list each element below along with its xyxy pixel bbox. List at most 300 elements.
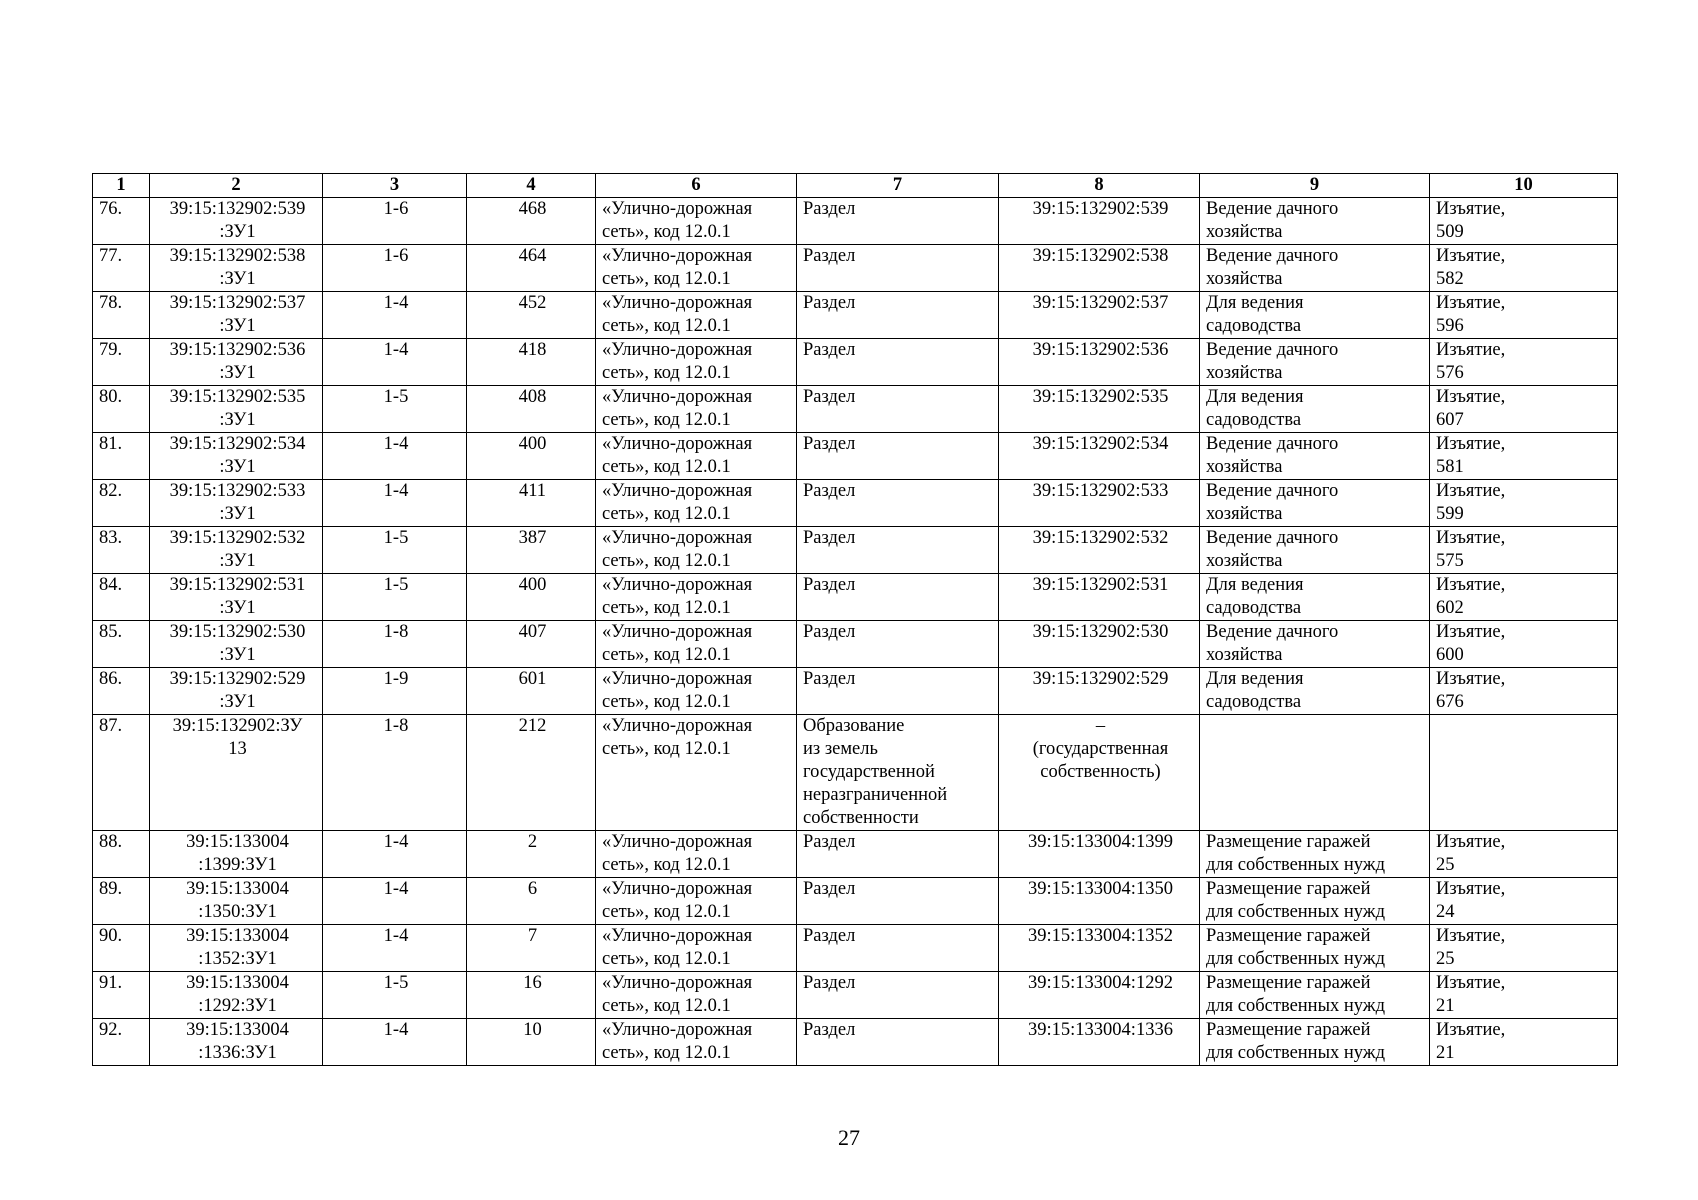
cadastral-number-line: 13 [228,739,247,759]
permitted-use-line: сеть», код 12.0.1 [602,222,731,242]
row-number-cell: 87. [93,715,150,831]
formation-method-cell [797,527,999,574]
note-cell [1430,878,1618,925]
boundary-points-cell: 1-4 [323,878,467,925]
permitted-use-cell [596,831,797,878]
area-cell: 212 [467,715,596,831]
source-plot-line: 39:15:132902:534 [1032,434,1169,454]
row-number-cell: 92. [93,1019,150,1066]
boundary-points-cell: 1-4 [323,480,467,527]
formation-method-line: собственности [803,808,919,828]
current-use-line: Размещение гаражей [1206,973,1371,993]
cadastral-number-line: 39:15:132902:533 [169,481,306,501]
formation-method-line: Раздел [803,293,856,313]
current-use-cell [1200,621,1430,668]
permitted-use-cell [596,245,797,292]
formation-method-line: Раздел [803,246,856,266]
source-plot-line: (государственная [1032,739,1169,759]
note-cell [1430,198,1618,245]
source-plot-cell [999,574,1200,621]
note-line: 24 [1436,902,1455,922]
permitted-use-cell [596,1019,797,1066]
current-use-line: Размещение гаражей [1206,832,1371,852]
permitted-use-cell [596,878,797,925]
area-cell: 407 [467,621,596,668]
formation-method-line: Раздел [803,973,856,993]
cadastral-number-line: 39:15:132902:530 [169,622,306,642]
current-use-cell [1200,1019,1430,1066]
permitted-use-line: сеть», код 12.0.1 [602,855,731,875]
area-cell: 601 [467,668,596,715]
permitted-use-line: сеть», код 12.0.1 [602,363,731,383]
cadastral-number-line: 39:15:133004 [186,832,289,852]
table-row [93,621,1618,668]
boundary-points-cell: 1-4 [323,339,467,386]
cadastral-number-cell [150,668,323,715]
current-use-line: Ведение дачного [1206,340,1339,360]
cadastral-number-cell [150,339,323,386]
cadastral-number-cell [150,292,323,339]
permitted-use-cell [596,339,797,386]
source-plot-cell [999,878,1200,925]
source-plot-line: 39:15:132902:530 [1032,622,1169,642]
formation-method-cell [797,1019,999,1066]
permitted-use-line: «Улично-дорожная [602,669,753,689]
source-plot-line: 39:15:133004:1292 [1028,973,1173,993]
column-header: 4 [467,174,596,198]
note-line: 581 [1436,457,1464,477]
cadastral-number-line: 39:15:132902:532 [169,528,306,548]
cadastral-number-line: :ЗУ1 [219,551,256,571]
current-use-cell [1200,972,1430,1019]
row-number-cell: 83. [93,527,150,574]
formation-method-line: Раздел [803,528,856,548]
formation-method-line: Раздел [803,622,856,642]
source-plot-line: 39:15:132902:533 [1032,481,1169,501]
cadastral-number-line: 39:15:132902:536 [169,340,306,360]
current-use-cell [1200,433,1430,480]
current-use-cell [1200,574,1430,621]
area-cell: 452 [467,292,596,339]
note-line: 509 [1436,222,1464,242]
cadastral-number-cell [150,198,323,245]
formation-method-line: Раздел [803,434,856,454]
area-cell: 7 [467,925,596,972]
area-cell: 16 [467,972,596,1019]
permitted-use-line: «Улично-дорожная [602,340,753,360]
current-use-cell [1200,245,1430,292]
current-use-line: Ведение дачного [1206,434,1339,454]
cadastral-number-cell [150,386,323,433]
formation-method-line: Раздел [803,340,856,360]
cadastral-number-cell [150,878,323,925]
cadastral-number-line: :ЗУ1 [219,410,256,430]
table-row [93,1019,1618,1066]
note-cell [1430,1019,1618,1066]
area-cell: 2 [467,831,596,878]
source-plot-cell [999,527,1200,574]
note-line: Изъятие, [1436,481,1506,501]
cadastral-number-line: 39:15:132902:538 [169,246,306,266]
source-plot-line: – [1095,716,1106,736]
note-line: Изъятие, [1436,832,1506,852]
current-use-line: хозяйства [1206,504,1283,524]
source-plot-line: 39:15:132902:535 [1032,387,1169,407]
note-cell [1430,668,1618,715]
formation-method-cell [797,831,999,878]
formation-method-cell [797,198,999,245]
note-cell [1430,245,1618,292]
permitted-use-line: «Улично-дорожная [602,879,753,899]
table-row [93,245,1618,292]
area-cell: 464 [467,245,596,292]
cadastral-number-line: :ЗУ1 [219,692,256,712]
row-number-cell: 90. [93,925,150,972]
cadastral-number-line: :ЗУ1 [219,645,256,665]
cadastral-number-line: 39:15:132902:534 [169,434,306,454]
source-plot-cell [999,1019,1200,1066]
permitted-use-line: сеть», код 12.0.1 [602,598,731,618]
source-plot-line: 39:15:132902:531 [1032,575,1169,595]
table-row [93,715,1618,831]
permitted-use-cell [596,621,797,668]
current-use-line: Для ведения [1206,387,1304,407]
cadastral-number-line: :ЗУ1 [219,598,256,618]
cadastral-number-cell [150,715,323,831]
formation-method-cell [797,292,999,339]
formation-method-cell [797,386,999,433]
boundary-points-cell: 1-8 [323,715,467,831]
formation-method-line: Раздел [803,879,856,899]
area-cell: 411 [467,480,596,527]
note-line: Изъятие, [1436,293,1506,313]
table-row [93,480,1618,527]
header-row [93,174,1618,198]
permitted-use-line: «Улично-дорожная [602,387,753,407]
permitted-use-line: сеть», код 12.0.1 [602,410,731,430]
note-cell [1430,527,1618,574]
table-row [93,831,1618,878]
permitted-use-line: «Улично-дорожная [602,481,753,501]
cadastral-number-line: :1292:ЗУ1 [198,996,277,1016]
source-plot-line: 39:15:132902:537 [1032,293,1169,313]
page-number: 27 [838,1125,860,1150]
cadastral-number-line: 39:15:133004 [186,973,289,993]
formation-method-cell [797,878,999,925]
cadastral-number-line: 39:15:133004 [186,879,289,899]
row-number-cell: 85. [93,621,150,668]
source-plot-cell [999,339,1200,386]
current-use-line: Размещение гаражей [1206,879,1371,899]
boundary-points-cell: 1-5 [323,527,467,574]
permitted-use-line: сеть», код 12.0.1 [602,316,731,336]
formation-method-line: из земель [803,739,878,759]
row-number-cell: 91. [93,972,150,1019]
current-use-cell [1200,292,1430,339]
area-cell: 10 [467,1019,596,1066]
permitted-use-cell [596,574,797,621]
permitted-use-line: сеть», код 12.0.1 [602,949,731,969]
source-plot-cell [999,480,1200,527]
source-plot-cell [999,386,1200,433]
permitted-use-line: «Улично-дорожная [602,575,753,595]
current-use-line: садоводства [1206,410,1302,430]
formation-method-line: Раздел [803,1020,856,1040]
current-use-line: Ведение дачного [1206,246,1339,266]
current-use-line: Для ведения [1206,669,1304,689]
cadastral-number-line: 39:15:133004 [186,926,289,946]
note-line: 575 [1436,551,1464,571]
cadastral-number-cell [150,245,323,292]
source-plot-line: 39:15:133004:1336 [1028,1020,1173,1040]
row-number-cell: 80. [93,386,150,433]
formation-method-cell [797,339,999,386]
formation-method-line: неразграниченной [803,785,948,805]
table-row [93,574,1618,621]
row-number-cell: 81. [93,433,150,480]
permitted-use-line: «Улично-дорожная [602,926,753,946]
boundary-points-cell: 1-4 [323,433,467,480]
note-line: Изъятие, [1436,973,1506,993]
formation-method-cell [797,433,999,480]
current-use-cell [1200,925,1430,972]
table-row [93,878,1618,925]
note-cell [1430,339,1618,386]
source-plot-line: собственность) [1040,762,1161,782]
cadastral-number-line: :1336:ЗУ1 [198,1043,277,1063]
source-plot-cell [999,972,1200,1019]
cadastral-number-line: 39:15:132902:529 [169,669,306,689]
formation-method-line: Раздел [803,387,856,407]
current-use-line: хозяйства [1206,269,1283,289]
permitted-use-cell [596,480,797,527]
permitted-use-line: «Улично-дорожная [602,246,753,266]
note-line: Изъятие, [1436,246,1506,266]
source-plot-cell [999,668,1200,715]
permitted-use-line: сеть», код 12.0.1 [602,1043,731,1063]
source-plot-line: 39:15:133004:1399 [1028,832,1173,852]
current-use-line: Ведение дачного [1206,528,1339,548]
permitted-use-line: сеть», код 12.0.1 [602,692,731,712]
source-plot-cell [999,925,1200,972]
permitted-use-line: «Улично-дорожная [602,973,753,993]
column-header: 7 [797,174,999,198]
note-line: 607 [1436,410,1464,430]
permitted-use-line: сеть», код 12.0.1 [602,504,731,524]
note-line: 600 [1436,645,1464,665]
permitted-use-cell [596,925,797,972]
note-line: 25 [1436,949,1455,969]
table-row [93,433,1618,480]
permitted-use-line: «Улично-дорожная [602,293,753,313]
note-line: Изъятие, [1436,528,1506,548]
column-header: 2 [150,174,323,198]
note-line: 21 [1436,1043,1455,1063]
current-use-line: Для ведения [1206,293,1304,313]
formation-method-line: Раздел [803,481,856,501]
cadastral-number-cell [150,621,323,668]
current-use-cell [1200,878,1430,925]
source-plot-cell [999,292,1200,339]
formation-method-line: государственной [803,762,935,782]
note-line: Изъятие, [1436,669,1506,689]
area-cell: 468 [467,198,596,245]
source-plot-cell [999,715,1200,831]
table-row [93,527,1618,574]
area-cell: 6 [467,878,596,925]
permitted-use-line: сеть», код 12.0.1 [602,457,731,477]
cadastral-number-line: 39:15:132902:539 [169,199,306,219]
permitted-use-line: сеть», код 12.0.1 [602,902,731,922]
boundary-points-cell: 1-6 [323,198,467,245]
note-line: 602 [1436,598,1464,618]
cadastral-number-cell [150,574,323,621]
source-plot-cell [999,621,1200,668]
column-header: 10 [1430,174,1618,198]
permitted-use-line: «Улично-дорожная [602,622,753,642]
current-use-cell [1200,668,1430,715]
note-cell [1430,480,1618,527]
cadastral-number-line: :ЗУ1 [219,222,256,242]
current-use-cell [1200,480,1430,527]
formation-method-cell [797,480,999,527]
row-number-cell: 84. [93,574,150,621]
formation-method-cell [797,715,999,831]
note-line: 25 [1436,855,1455,875]
current-use-line: для собственных нужд [1206,949,1385,969]
boundary-points-cell: 1-8 [323,621,467,668]
note-line: 599 [1436,504,1464,524]
current-use-line: садоводства [1206,692,1302,712]
current-use-line: для собственных нужд [1206,996,1385,1016]
current-use-cell [1200,831,1430,878]
current-use-line: хозяйства [1206,551,1283,571]
table-row [93,972,1618,1019]
formation-method-cell [797,245,999,292]
permitted-use-cell [596,386,797,433]
permitted-use-line: сеть», код 12.0.1 [602,269,731,289]
note-line: 582 [1436,269,1464,289]
formation-method-line: Раздел [803,926,856,946]
cadastral-number-cell [150,433,323,480]
permitted-use-line: «Улично-дорожная [602,434,753,454]
row-number-cell: 86. [93,668,150,715]
permitted-use-cell [596,972,797,1019]
note-line: Изъятие, [1436,575,1506,595]
formation-method-line: Раздел [803,669,856,689]
source-plot-line: 39:15:132902:538 [1032,246,1169,266]
current-use-line: Размещение гаражей [1206,1020,1371,1040]
source-plot-line: 39:15:132902:539 [1032,199,1169,219]
cadastral-number-line: 39:15:132902:535 [169,387,306,407]
permitted-use-line: сеть», код 12.0.1 [602,551,731,571]
land-plots-table [92,173,1618,1066]
area-cell: 387 [467,527,596,574]
table-row [93,668,1618,715]
current-use-line: для собственных нужд [1206,855,1385,875]
row-number-cell: 82. [93,480,150,527]
current-use-cell [1200,386,1430,433]
source-plot-line: 39:15:132902:529 [1032,669,1169,689]
column-header: 6 [596,174,797,198]
cadastral-number-line: :ЗУ1 [219,504,256,524]
note-line: Изъятие, [1436,199,1506,219]
note-line: Изъятие, [1436,340,1506,360]
cadastral-number-cell [150,527,323,574]
cadastral-number-line: :ЗУ1 [219,363,256,383]
table-row [93,386,1618,433]
note-line: 576 [1436,363,1464,383]
row-number-cell: 77. [93,245,150,292]
current-use-line: Размещение гаражей [1206,926,1371,946]
boundary-points-cell: 1-5 [323,386,467,433]
area-cell: 400 [467,574,596,621]
note-line: Изъятие, [1436,434,1506,454]
note-line: Изъятие, [1436,387,1506,407]
permitted-use-cell [596,433,797,480]
formation-method-line: Раздел [803,575,856,595]
current-use-cell [1200,527,1430,574]
area-cell: 400 [467,433,596,480]
source-plot-cell [999,831,1200,878]
cadastral-number-line: 39:15:132902:537 [169,293,306,313]
formation-method-cell [797,621,999,668]
row-number-cell: 79. [93,339,150,386]
note-line: Изъятие, [1436,879,1506,899]
permitted-use-line: «Улично-дорожная [602,716,753,736]
boundary-points-cell: 1-5 [323,972,467,1019]
cadastral-number-cell [150,1019,323,1066]
cadastral-number-cell [150,972,323,1019]
permitted-use-line: сеть», код 12.0.1 [602,645,731,665]
source-plot-line: 39:15:133004:1350 [1028,879,1173,899]
cadastral-number-line: 39:15:132902:531 [169,575,306,595]
area-cell: 418 [467,339,596,386]
cadastral-number-cell [150,480,323,527]
boundary-points-cell: 1-4 [323,1019,467,1066]
source-plot-cell [999,245,1200,292]
formation-method-cell [797,574,999,621]
source-plot-line: 39:15:132902:532 [1032,528,1169,548]
note-line: Изъятие, [1436,926,1506,946]
source-plot-cell [999,433,1200,480]
boundary-points-cell: 1-9 [323,668,467,715]
boundary-points-cell: 1-4 [323,925,467,972]
current-use-line: хозяйства [1206,457,1283,477]
current-use-cell [1200,198,1430,245]
cadastral-number-line: :1352:ЗУ1 [198,949,277,969]
boundary-points-cell: 1-5 [323,574,467,621]
permitted-use-cell [596,198,797,245]
table-body [93,198,1618,1066]
column-header: 3 [323,174,467,198]
permitted-use-line: «Улично-дорожная [602,199,753,219]
cadastral-number-line: 39:15:133004 [186,1020,289,1040]
note-line: 21 [1436,996,1455,1016]
permitted-use-cell [596,292,797,339]
formation-method-cell [797,668,999,715]
note-cell [1430,621,1618,668]
current-use-line: Ведение дачного [1206,622,1339,642]
boundary-points-cell: 1-4 [323,292,467,339]
area-cell: 408 [467,386,596,433]
cadastral-number-line: :1399:ЗУ1 [198,855,277,875]
column-header: 8 [999,174,1200,198]
column-header: 1 [93,174,150,198]
note-cell [1430,925,1618,972]
current-use-line: садоводства [1206,316,1302,336]
source-plot-line: 39:15:132902:536 [1032,340,1169,360]
